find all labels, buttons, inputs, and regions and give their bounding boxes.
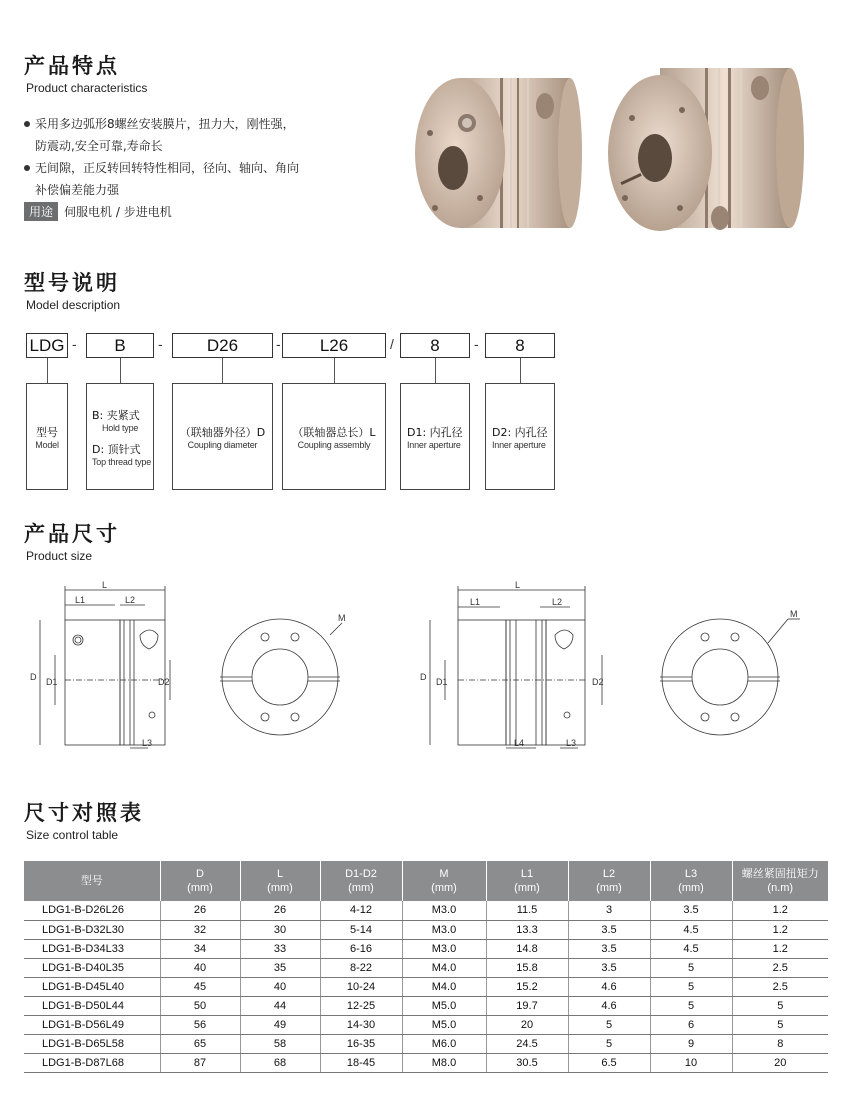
code-part-d1: 8 [400, 333, 470, 358]
table-cell: 3 [568, 901, 650, 920]
usage-text: 伺服电机 / 步进电机 [64, 205, 172, 219]
table-cell: 33 [240, 939, 320, 958]
table-cell: 49 [240, 1015, 320, 1034]
desc-model: 型号 Model [26, 383, 68, 490]
dim-M: M [790, 609, 798, 619]
table-cell: 40 [240, 977, 320, 996]
table-cell: 24.5 [486, 1034, 568, 1053]
code-part-diameter: D26 [172, 333, 273, 358]
table-cell: 87 [160, 1053, 240, 1072]
coupling-photo-side [405, 58, 585, 248]
table-cell: 5 [650, 977, 732, 996]
table-cell: 30.5 [486, 1053, 568, 1072]
code-separator: - [276, 336, 281, 352]
header-l3: L3 (mm) [650, 861, 732, 901]
table-cell: 65 [160, 1034, 240, 1053]
connector-line [520, 358, 521, 383]
table-cell: M4.0 [402, 977, 486, 996]
code-separator: / [390, 336, 394, 352]
features-title: 产品特点 [24, 54, 120, 78]
code-part-length: L26 [282, 333, 386, 358]
table-cell: 1.2 [732, 920, 828, 939]
table-cell: 10-24 [320, 977, 402, 996]
table-cell: 26 [160, 901, 240, 920]
usage-row [24, 202, 172, 221]
table-cell: 12-25 [320, 996, 402, 1015]
table-cell: 3.5 [568, 920, 650, 939]
desc-length: （联轴器总长）L Coupling assembly [282, 383, 386, 490]
table-cell: 1.2 [732, 901, 828, 920]
table-subtitle: Size control table [26, 828, 119, 842]
dim-L1: L1 [470, 597, 481, 607]
table-cell: M6.0 [402, 1034, 486, 1053]
table-row [24, 1053, 828, 1072]
table-header-row [24, 861, 828, 901]
table-cell: 8 [732, 1034, 828, 1053]
table-cell: LDG1-B-D26L26 [24, 901, 160, 920]
dim-M: M [338, 613, 346, 623]
dim-D1: D1 [436, 677, 448, 687]
feature-item: 补偿偏差能力强 [35, 183, 120, 197]
bullet-icon [24, 121, 30, 127]
table-cell: 4-12 [320, 901, 402, 920]
table-cell: 10 [650, 1053, 732, 1072]
table-row [24, 920, 828, 939]
dim-L3: L3 [566, 738, 577, 748]
table-cell: 5 [568, 1015, 650, 1034]
table-cell: LDG1-B-D56L49 [24, 1015, 160, 1034]
table-cell: 5 [732, 996, 828, 1015]
model-subtitle: Model description [26, 298, 121, 312]
end-view-drawing-1 [210, 605, 360, 750]
desc-d1: D1: 内孔径 Inner aperture [400, 383, 470, 490]
feature-item: 无间隙，正反转回转特性相同，径向、轴向、角向 [24, 157, 364, 179]
dim-L: L [515, 580, 521, 590]
table-cell: 26 [240, 901, 320, 920]
code-part-type: B [86, 333, 154, 358]
connector-line [120, 358, 121, 383]
table-cell: 20 [732, 1053, 828, 1072]
table-cell: 14.8 [486, 939, 568, 958]
table-cell: 35 [240, 958, 320, 977]
table-cell: 5 [732, 1015, 828, 1034]
header-model: 型号 [24, 861, 160, 901]
table-cell: LDG1-B-D87L68 [24, 1053, 160, 1072]
bullet-icon [24, 165, 30, 171]
side-view-drawing-1 [20, 580, 190, 755]
table-cell: 15.8 [486, 958, 568, 977]
code-part-d2: 8 [485, 333, 555, 358]
table-cell: LDG1-B-D40L35 [24, 958, 160, 977]
table-cell: 6 [650, 1015, 732, 1034]
table-cell: 2.5 [732, 977, 828, 996]
table-cell: 16-35 [320, 1034, 402, 1053]
model-title: 型号说明 [24, 271, 120, 295]
feature-list [24, 113, 364, 201]
table-cell: M3.0 [402, 920, 486, 939]
desc-diameter: （联轴器外径）D Coupling diameter [172, 383, 273, 490]
header-m: M (mm) [402, 861, 486, 901]
header-l: L (mm) [240, 861, 320, 901]
connector-line [435, 358, 436, 383]
table-cell: 3.5 [568, 958, 650, 977]
table-cell: M5.0 [402, 996, 486, 1015]
header-l2: L2 (mm) [568, 861, 650, 901]
connector-line [47, 358, 48, 383]
code-separator: - [474, 336, 479, 352]
table-cell: M3.0 [402, 901, 486, 920]
dim-L4: L4 [514, 738, 525, 748]
usage-tag: 用途 [24, 202, 58, 221]
table-cell: 58 [240, 1034, 320, 1053]
header-torque: 螺丝紧固扭矩力 (n.m) [732, 861, 828, 901]
table-row [24, 958, 828, 977]
table-cell: 15.2 [486, 977, 568, 996]
table-cell: 1.2 [732, 939, 828, 958]
table-cell: 32 [160, 920, 240, 939]
size-table [24, 861, 828, 1073]
code-part-series: LDG [26, 333, 68, 358]
header-d1d2: D1-D2 (mm) [320, 861, 402, 901]
table-row [24, 939, 828, 958]
table-cell: LDG1-B-D32L30 [24, 920, 160, 939]
dim-L: L [102, 580, 108, 590]
coupling-photo-front [600, 58, 810, 248]
dim-L2: L2 [125, 595, 136, 605]
desc-d2: D2: 内孔径 Inner aperture [485, 383, 555, 490]
size-title: 产品尺寸 [24, 522, 120, 546]
desc-type: B: 夹紧式 Hold type D: 顶针式 Top thread type [86, 383, 154, 490]
table-cell: 4.5 [650, 939, 732, 958]
header-d: D (mm) [160, 861, 240, 901]
code-separator: - [72, 336, 77, 352]
table-cell: LDG1-B-D45L40 [24, 977, 160, 996]
table-row [24, 977, 828, 996]
dim-L1: L1 [75, 595, 86, 605]
table-cell: 68 [240, 1053, 320, 1072]
table-cell: 3.5 [568, 939, 650, 958]
table-cell: 30 [240, 920, 320, 939]
feature-item: 防震动,安全可靠,寿命长 [35, 139, 163, 153]
header-l1: L1 (mm) [486, 861, 568, 901]
table-title: 尺寸对照表 [24, 801, 144, 825]
connector-line [334, 358, 335, 383]
table-cell: 56 [160, 1015, 240, 1034]
dim-L3: L3 [142, 738, 153, 748]
table-cell: 5-14 [320, 920, 402, 939]
table-cell: 9 [650, 1034, 732, 1053]
table-row [24, 1034, 828, 1053]
table-cell: LDG1-B-D50L44 [24, 996, 160, 1015]
table-row [24, 901, 828, 920]
features-subtitle: Product characteristics [26, 81, 148, 95]
table-row [24, 996, 828, 1015]
end-view-drawing-2 [650, 605, 830, 750]
table-cell: 4.5 [650, 920, 732, 939]
table-cell: 6.5 [568, 1053, 650, 1072]
dim-D: D [420, 672, 427, 682]
dim-D1: D1 [46, 677, 58, 687]
side-view-drawing-2 [410, 580, 610, 755]
table-cell: M4.0 [402, 958, 486, 977]
connector-line [222, 358, 223, 383]
table-cell: 4.6 [568, 996, 650, 1015]
table-cell: 44 [240, 996, 320, 1015]
table-cell: 4.6 [568, 977, 650, 996]
feature-item: 采用多边弧形8螺丝安装膜片，扭力大，刚性强， [24, 113, 364, 135]
code-separator: - [158, 336, 163, 352]
table-cell: 20 [486, 1015, 568, 1034]
table-cell: 11.5 [486, 901, 568, 920]
table-cell: 3.5 [650, 901, 732, 920]
table-body [24, 901, 828, 1072]
table-cell: 34 [160, 939, 240, 958]
table-cell: LDG1-B-D65L58 [24, 1034, 160, 1053]
dim-L2: L2 [552, 597, 563, 607]
size-subtitle: Product size [26, 549, 93, 563]
table-cell: M3.0 [402, 939, 486, 958]
table-cell: 8-22 [320, 958, 402, 977]
table-cell: LDG1-B-D34L33 [24, 939, 160, 958]
dim-D2: D2 [158, 677, 170, 687]
dim-D2: D2 [592, 677, 604, 687]
table-cell: 5 [650, 958, 732, 977]
table-cell: 19.7 [486, 996, 568, 1015]
table-cell: 6-16 [320, 939, 402, 958]
table-cell: M5.0 [402, 1015, 486, 1034]
table-row [24, 1015, 828, 1034]
table-cell: 5 [568, 1034, 650, 1053]
table-cell: 50 [160, 996, 240, 1015]
dim-D: D [30, 672, 37, 682]
table-cell: M8.0 [402, 1053, 486, 1072]
table-cell: 14-30 [320, 1015, 402, 1034]
table-cell: 13.3 [486, 920, 568, 939]
table-cell: 40 [160, 958, 240, 977]
table-cell: 18-45 [320, 1053, 402, 1072]
table-cell: 5 [650, 996, 732, 1015]
table-cell: 45 [160, 977, 240, 996]
table-cell: 2.5 [732, 958, 828, 977]
